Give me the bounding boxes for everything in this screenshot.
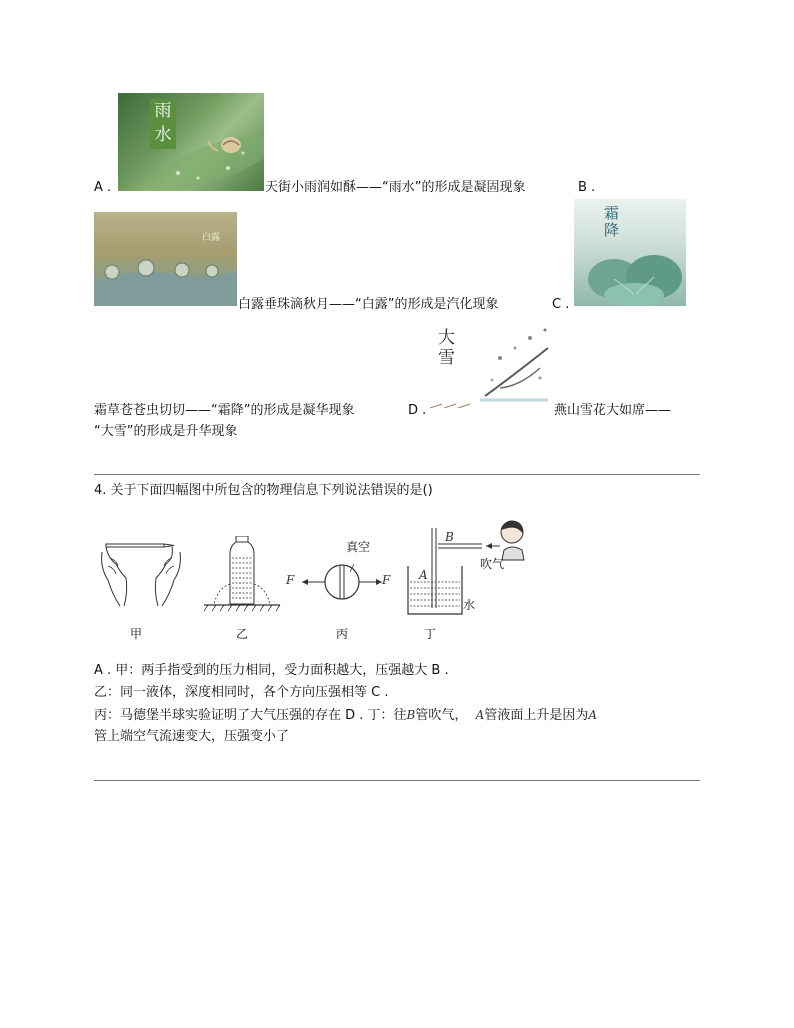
white-dew-label: 白露 <box>202 233 221 243</box>
figure-jia <box>98 538 184 608</box>
divider <box>94 474 700 475</box>
answer-line-1: A . 甲：两手指受到的压力相同，受力面积越大，压强越大 B . <box>94 663 449 678</box>
option-a-text: 天街小雨润如酥——“雨水”的形成是凝固现象 <box>265 180 526 195</box>
option-a-letter: A . <box>94 180 112 195</box>
var-a-2: A <box>588 708 598 722</box>
option-c-text: 霜草苍苍虫切切——“霜降”的形成是凝华现象 <box>94 403 355 418</box>
figure-yi <box>200 536 284 616</box>
frost-descent-label: 霜降 <box>604 204 620 239</box>
answer-line-3 <box>94 706 597 725</box>
answer-line-3-prefix: 丙：马德堡半球实验证明了大气压强的存在 D . 丁：往 <box>94 708 407 723</box>
var-a-1: A <box>475 708 485 722</box>
blow-label: 吹气 <box>480 557 505 571</box>
frost-descent-photo <box>574 199 686 306</box>
force-right-label: F <box>382 573 391 587</box>
var-b: B <box>406 708 416 722</box>
caption-bing: 丙 <box>336 627 349 641</box>
option-d-text-1: 燕山雪花大如席—— <box>554 403 672 418</box>
answer-line-3-mid2: 管液面上升是因为 <box>484 708 589 723</box>
answer-line-4: 管上端空气流速变大，压强变小了 <box>94 729 290 744</box>
tube-b-label: B <box>445 530 454 544</box>
divider-bottom <box>94 780 700 781</box>
option-b-text: 白露垂珠滴秋月——“白露”的形成是汽化现象 <box>238 297 499 312</box>
great-snow-photo <box>430 318 554 408</box>
caption-yi: 乙 <box>236 627 249 641</box>
rain-water-photo <box>118 93 264 191</box>
vacuum-label: 真空 <box>346 540 371 554</box>
white-dew-photo <box>94 212 237 306</box>
tube-a-label: A <box>419 568 428 582</box>
option-d-letter: D . <box>408 403 427 418</box>
answer-line-3-mid: 管吹气， <box>415 708 468 723</box>
water-label: 水 <box>463 598 476 612</box>
caption-ding: 丁 <box>424 627 437 641</box>
figure-bing <box>290 560 394 604</box>
answer-line-2: 乙：同一液体，深度相同时，各个方向压强相等 C . <box>94 685 389 700</box>
great-snow-label: 大雪 <box>438 328 455 368</box>
question-4-stem: 4. 关于下面四幅图中所包含的物理信息下列说法错误的是() <box>94 483 433 498</box>
option-d-text-2: “大雪”的形成是升华现象 <box>94 424 238 439</box>
option-b-letter: B . <box>578 180 596 195</box>
option-c-letter: C . <box>552 297 570 312</box>
rain-water-badge: 雨 水 <box>150 99 176 149</box>
force-left-label: F <box>286 573 295 587</box>
caption-jia: 甲 <box>130 627 143 641</box>
